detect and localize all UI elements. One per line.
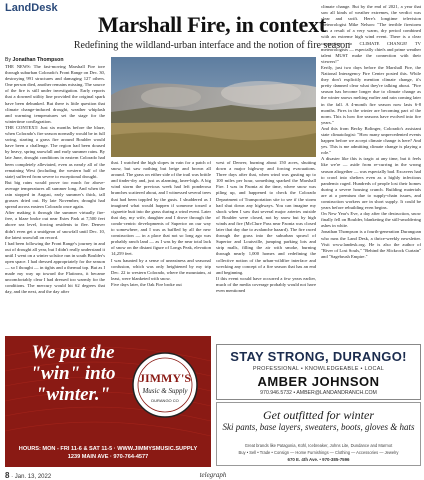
- paragraph: But big rains would prove too much for above-average temperatures all summer long. And when the rain stopped in August, early summer's thick, tall grasses dried out. By late November, drought had spread across eastern Colorado once again.: [5, 179, 105, 210]
- paragraph: climate change. But by the end of 2021, a year that saw all kinds of weather extremes, the verdict was clear and swift. Here's longtime television meteorologist Mike Nelson: "The terrible firestorm was a result of a very warm, dry period combined with an extreme high wind event. There is a clear connection to CLIMATE CHANGE! TV meteorologists — especially chiefs and prime weather talent MUST make the connection with their viewers!": [321, 4, 421, 64]
- outfitter-services: Buy • Sell • Trade • Consign — Home Furnishings — Clothing — Accessories — Jewelry: [238, 450, 399, 455]
- page-date: Jan. 13, 2022: [14, 474, 52, 480]
- realtor-title: STAY STRONG, DURANGO!: [230, 349, 407, 364]
- subhead: Redefining the wildland-urban interface and the notion of fire season: [73, 40, 351, 51]
- outfitter-ad[interactable]: [216, 402, 421, 466]
- realtor-name: AMBER JOHNSON: [257, 374, 380, 389]
- realtor-contact[interactable]: 970.946.5732 • AMBER@LANDANDRANCH.COM: [260, 390, 377, 396]
- footer-sep: ·: [11, 474, 15, 480]
- paragraph: A disaster like this is tragic at any time, but it feels like we're — aside from re-curring in the wrong season altogether — was especially bad. Excavers had to crawl into shelters even as a highly infectious pandemic raged. Hundreds of people lost their homes during a severe housing crunch. Building materials are at a premium due to supply-chain issues, and construction workers are in short supply. It could be years before rebuilding even begins.: [321, 156, 421, 211]
- realtor-role: PROFESSIONAL • KNOWLEDGEABLE • LOCAL: [252, 366, 385, 372]
- fire-photo: [111, 57, 316, 157]
- ad-info: [5, 445, 211, 461]
- page-number: 8: [5, 471, 10, 480]
- paragraph: west of Denver, burning about 150 acres, shutting down a major highway and forcing evacuations. Three days after that, when wind was gusting up to 100 miles per hour, something sparked the Marshall Fire. I was in Paonia at the time, where snow was piling up, and happened to check the Colorado Department of Transportation site to see if the storm had shut down any highways. You can imagine my shock when I saw that several major arteries outside of Boulder were closed, not by snow but by high winds and fire (McClure Pass near Paonia was closed later that day due to avalanche hazard). The fire raced through the grass into the suburban sprawl of Superior and Louisville, jumping parking lots and strip malls, filling the air with smoke, burning through nearly 1,000 homes and redefining the collective notion of the urban-wildfire interface and wrecking any concept of a fire season that has an end and beginning.: [216, 160, 316, 275]
- ad-address: 1239 MAIN AVE · 970-764-4577: [67, 454, 149, 460]
- jimmys-logo: [125, 350, 205, 420]
- outfitter-brands: Great brands like Patagonia, Kühl, Icebreaker, Johns Lite, Dundance and Marmot: [244, 443, 393, 448]
- article-column-3: [216, 160, 316, 340]
- logo-city: DURANGO CO: [151, 398, 179, 403]
- paragraph: Eerily, just two days before the Marshall Fire, the National Interagency Fire Center posted this. While they don't explicitly mention climate change, it's pretty damned clear what they're talking about. "Fire season has become longer due to climate change as the winter snows melting earlier and rain coming later in the fall. A 4-month fire season now lasts 6-8 months. Fires in the winter are becoming part of the norm. This is how fire seasons have evolved into fire years.": [321, 64, 421, 125]
- outfitter-subtitle: Ski pants, base layers, sweaters, boots, gloves & hats: [222, 422, 415, 432]
- outfitter-address: 670 E. 4th Ave. • 970-385-7596: [287, 457, 350, 462]
- ad-slogan: We put the "win" into "winter.": [30, 342, 116, 405]
- paragraph: Jonathan Thompson is a fourth-generation Durangoan who runs the Land Desk, a thrice-weekly newsletter. Visit www.landesk.org. He is also the author of "River of Lost Souls," "Behind the Slickrock Curtain" and "Sagebrush Empire.": [321, 229, 421, 259]
- headline: Marshall Fire, in context: [98, 12, 326, 37]
- article-column-2: [111, 160, 211, 340]
- logo-title: JIMMY'S: [139, 371, 191, 385]
- paragraph: THE CONTEXT: Just six months before the blaze, when Colorado's fire season normally would be in full swing, starting a grass fire around Boulder would have been a challenge. The region had been doused by heavy, spring snowfall and early summer rains. By late June, drought conditions in eastern Colorado had been completely alleviated, even as nearly all of the remaining West (including the western half of the state) suffered from severe to exceptional drought.: [5, 124, 105, 179]
- page-footer: [5, 470, 421, 480]
- realtor-ad[interactable]: [216, 344, 421, 400]
- byline-prefix: By: [5, 57, 12, 63]
- logo-subtitle: Music & Supply: [142, 387, 188, 395]
- paragraph: And this from Becky Bolinger, Colorado's assistant state climatologist: "How many unprecedented events happen before we accept climate change is here? And yes. This is me admitting climate change is playing a role.": [321, 125, 421, 156]
- paragraph: that. I watched the high slopes in vain for a patch of snow, but saw nothing but beige and brown all around. The grass on either side of the trail was brittle and tinder-dry and, just as alarming, knee-high. A big wind storm the previous week had left ponderosa branches scattered about, and I witnessed several trees that had been toppled by the gusts. I shuddered as I imagined what would happen if someone tossed a cigarette butt into the grass during a wind event. Later that day, my wife, daughter and I drove through the condo-centric developments of Superior on our way to somewhere, and I was as baffled by all the new construction — in a place that not so long ago was probably ranch land — as I was by the near total lack of snow on the distant figure of Longs Peak, elevation 14,259 feet.: [111, 160, 211, 257]
- paragraph: After making it through the summer virtually fire-free, a blaze broke out near Estes Park at 7,500 feet above sea level, forcing residents to flee. Denver didn't even get a smidgeon of snowfall until Dec. 10, the latest snowfall on record.: [5, 210, 105, 240]
- paragraph: On New Year's Eve, a day after the destruction, snow finally fell on Boulder, blanketing the still-smoldering ashes in white.: [321, 211, 421, 229]
- paragraph: If this event would have occurred a few years earlier, much of the media coverage probably would not have even mentioned: [216, 275, 316, 293]
- ad-hours: HOURS: MON - FRI 11-6 & SAT 11-5 · WWW.JIMMYSMUSIC.SUPPLY: [18, 446, 198, 452]
- jimmys-music-ad[interactable]: [5, 336, 211, 467]
- paragraph: I was haunted by a sense of uneasiness and seasonal confusion, which was only heightened by my trip Dec. 22 to western Colorado, where the mountains, at least, were blanketed with snow.: [111, 257, 211, 281]
- outfitter-title: Get outfitted for winter: [263, 408, 374, 422]
- article-column-4: [321, 4, 421, 342]
- paragraph: THE NEWS: The fast-moving Marshall Fire tore through suburban Colorado's Front Range on Dec. 30, destroying 991 structures and damaging 127 others. One person died, another remains missing. The source of the fire is still under investigation. Early reports that a downed utility line provided the original spark have been debunked. But there is little question that climate change-induced drought, weather whiplash and warming temperatures set the stage for the wintertime conflagration.: [5, 64, 105, 124]
- section-label: LandDesk: [5, 2, 58, 14]
- publication-brand: telegraph: [199, 471, 227, 479]
- paragraph: Five days later, the Oak Fire broke out: [111, 281, 182, 287]
- byline-author: Jonathan Thompson: [12, 57, 64, 63]
- byline: [5, 57, 64, 63]
- paragraph: I had been following the Front Range's journey in and out of drought all year, but I didn't really understand it until I went on a winter solstice run in south Boulder's open space. I had dressed appropriately for the season — so I thought — in tights and a thermal top. But as I made my way up toward the Flatirons, it became uncomfortably clear I had dressed too warmly for the conditions. The mercury would hit 62 degrees that day, and the next, and the day after: [5, 240, 105, 295]
- article-column-1: [5, 64, 105, 334]
